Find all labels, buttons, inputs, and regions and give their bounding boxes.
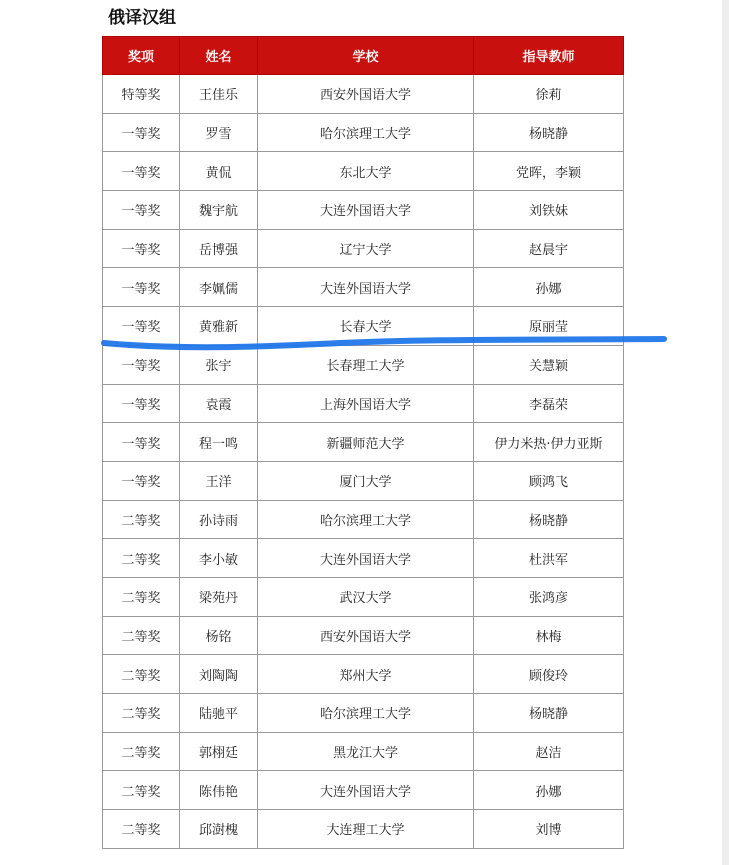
table-row: [103, 345, 624, 384]
cell-advisor: 党晖，李颖: [474, 152, 624, 191]
cell-name: 魏宇航: [180, 191, 258, 230]
table-row: [103, 307, 624, 346]
cell-advisor: 孙娜: [474, 771, 624, 810]
cell-advisor: 刘博: [474, 810, 624, 849]
cell-advisor: 顾俊玲: [474, 655, 624, 694]
cell-name: 王洋: [180, 461, 258, 500]
cell-school: 西安外国语大学: [258, 75, 474, 114]
header-row: [103, 37, 624, 75]
cell-advisor: 杨晓静: [474, 113, 624, 152]
cell-award: 二等奖: [103, 694, 180, 733]
cell-award: 二等奖: [103, 500, 180, 539]
cell-advisor: 顾鸿飞: [474, 461, 624, 500]
table-row: [103, 577, 624, 616]
award-table: [102, 36, 624, 849]
cell-advisor: 孙娜: [474, 268, 624, 307]
table-row: [103, 191, 624, 230]
cell-award: 特等奖: [103, 75, 180, 114]
cell-award: 二等奖: [103, 732, 180, 771]
table-row: [103, 423, 624, 462]
cell-name: 程一鸣: [180, 423, 258, 462]
cell-school: 上海外国语大学: [258, 384, 474, 423]
cell-advisor: 林梅: [474, 616, 624, 655]
table-header: [103, 37, 624, 75]
table-row: [103, 461, 624, 500]
cell-school: 大连外国语大学: [258, 539, 474, 578]
cell-award: 一等奖: [103, 268, 180, 307]
cell-school: 厦门大学: [258, 461, 474, 500]
table-row: [103, 771, 624, 810]
cell-award: 二等奖: [103, 539, 180, 578]
cell-advisor: 李磊荣: [474, 384, 624, 423]
table-row: [103, 616, 624, 655]
cell-advisor: 杨晓静: [474, 694, 624, 733]
cell-school: 哈尔滨理工大学: [258, 113, 474, 152]
cell-award: 二等奖: [103, 771, 180, 810]
cell-name: 陈伟艳: [180, 771, 258, 810]
table-row: [103, 655, 624, 694]
cell-name: 杨铭: [180, 616, 258, 655]
cell-advisor: 杨晓静: [474, 500, 624, 539]
cell-school: 黑龙江大学: [258, 732, 474, 771]
cell-school: 哈尔滨理工大学: [258, 500, 474, 539]
cell-school: 辽宁大学: [258, 229, 474, 268]
header-school: 学校: [258, 37, 474, 75]
table-row: [103, 500, 624, 539]
cell-award: 一等奖: [103, 423, 180, 462]
cell-award: 一等奖: [103, 384, 180, 423]
cell-award: 二等奖: [103, 616, 180, 655]
cell-award: 一等奖: [103, 461, 180, 500]
table-row: [103, 732, 624, 771]
page-edge: [722, 0, 729, 865]
cell-school: 大连理工大学: [258, 810, 474, 849]
table-body: [103, 75, 624, 849]
cell-advisor: 原丽莹: [474, 307, 624, 346]
cell-name: 张宇: [180, 345, 258, 384]
cell-award: 二等奖: [103, 810, 180, 849]
table-row: [103, 694, 624, 733]
table-row: [103, 152, 624, 191]
section-title: 俄译汉组: [108, 8, 176, 28]
cell-award: 二等奖: [103, 577, 180, 616]
cell-award: 一等奖: [103, 307, 180, 346]
cell-school: 东北大学: [258, 152, 474, 191]
cell-name: 郭栩廷: [180, 732, 258, 771]
cell-school: 长春理工大学: [258, 345, 474, 384]
cell-name: 岳博强: [180, 229, 258, 268]
cell-school: 西安外国语大学: [258, 616, 474, 655]
cell-name: 李姵儒: [180, 268, 258, 307]
cell-advisor: 关慧颖: [474, 345, 624, 384]
cell-advisor: 伊力米热·伊力亚斯: [474, 423, 624, 462]
cell-name: 王佳乐: [180, 75, 258, 114]
table-row: [103, 384, 624, 423]
cell-name: 黄侃: [180, 152, 258, 191]
cell-advisor: 徐莉: [474, 75, 624, 114]
cell-school: 长春大学: [258, 307, 474, 346]
table-row: [103, 268, 624, 307]
cell-advisor: 刘铁妹: [474, 191, 624, 230]
cell-award: 一等奖: [103, 113, 180, 152]
cell-award: 二等奖: [103, 655, 180, 694]
cell-school: 新疆师范大学: [258, 423, 474, 462]
header-name: 姓名: [180, 37, 258, 75]
header-award: 奖项: [103, 37, 180, 75]
cell-school: 武汉大学: [258, 577, 474, 616]
cell-name: 李小敏: [180, 539, 258, 578]
cell-name: 邱澍槐: [180, 810, 258, 849]
cell-school: 大连外国语大学: [258, 268, 474, 307]
table-row: [103, 810, 624, 849]
cell-name: 袁霞: [180, 384, 258, 423]
table-row: [103, 113, 624, 152]
cell-school: 大连外国语大学: [258, 771, 474, 810]
cell-name: 刘陶陶: [180, 655, 258, 694]
table-row: [103, 539, 624, 578]
cell-school: 郑州大学: [258, 655, 474, 694]
cell-school: 哈尔滨理工大学: [258, 694, 474, 733]
cell-award: 一等奖: [103, 152, 180, 191]
cell-advisor: 赵洁: [474, 732, 624, 771]
cell-advisor: 杜洪军: [474, 539, 624, 578]
cell-award: 一等奖: [103, 229, 180, 268]
cell-name: 梁苑丹: [180, 577, 258, 616]
cell-name: 罗雪: [180, 113, 258, 152]
cell-advisor: 赵晨宇: [474, 229, 624, 268]
cell-name: 孙诗雨: [180, 500, 258, 539]
table-row: [103, 229, 624, 268]
cell-award: 一等奖: [103, 191, 180, 230]
header-advisor: 指导教师: [474, 37, 624, 75]
cell-school: 大连外国语大学: [258, 191, 474, 230]
cell-advisor: 张鸿彦: [474, 577, 624, 616]
cell-award: 一等奖: [103, 345, 180, 384]
cell-name: 陆驰平: [180, 694, 258, 733]
table-row: [103, 75, 624, 114]
cell-name: 黄雅新: [180, 307, 258, 346]
